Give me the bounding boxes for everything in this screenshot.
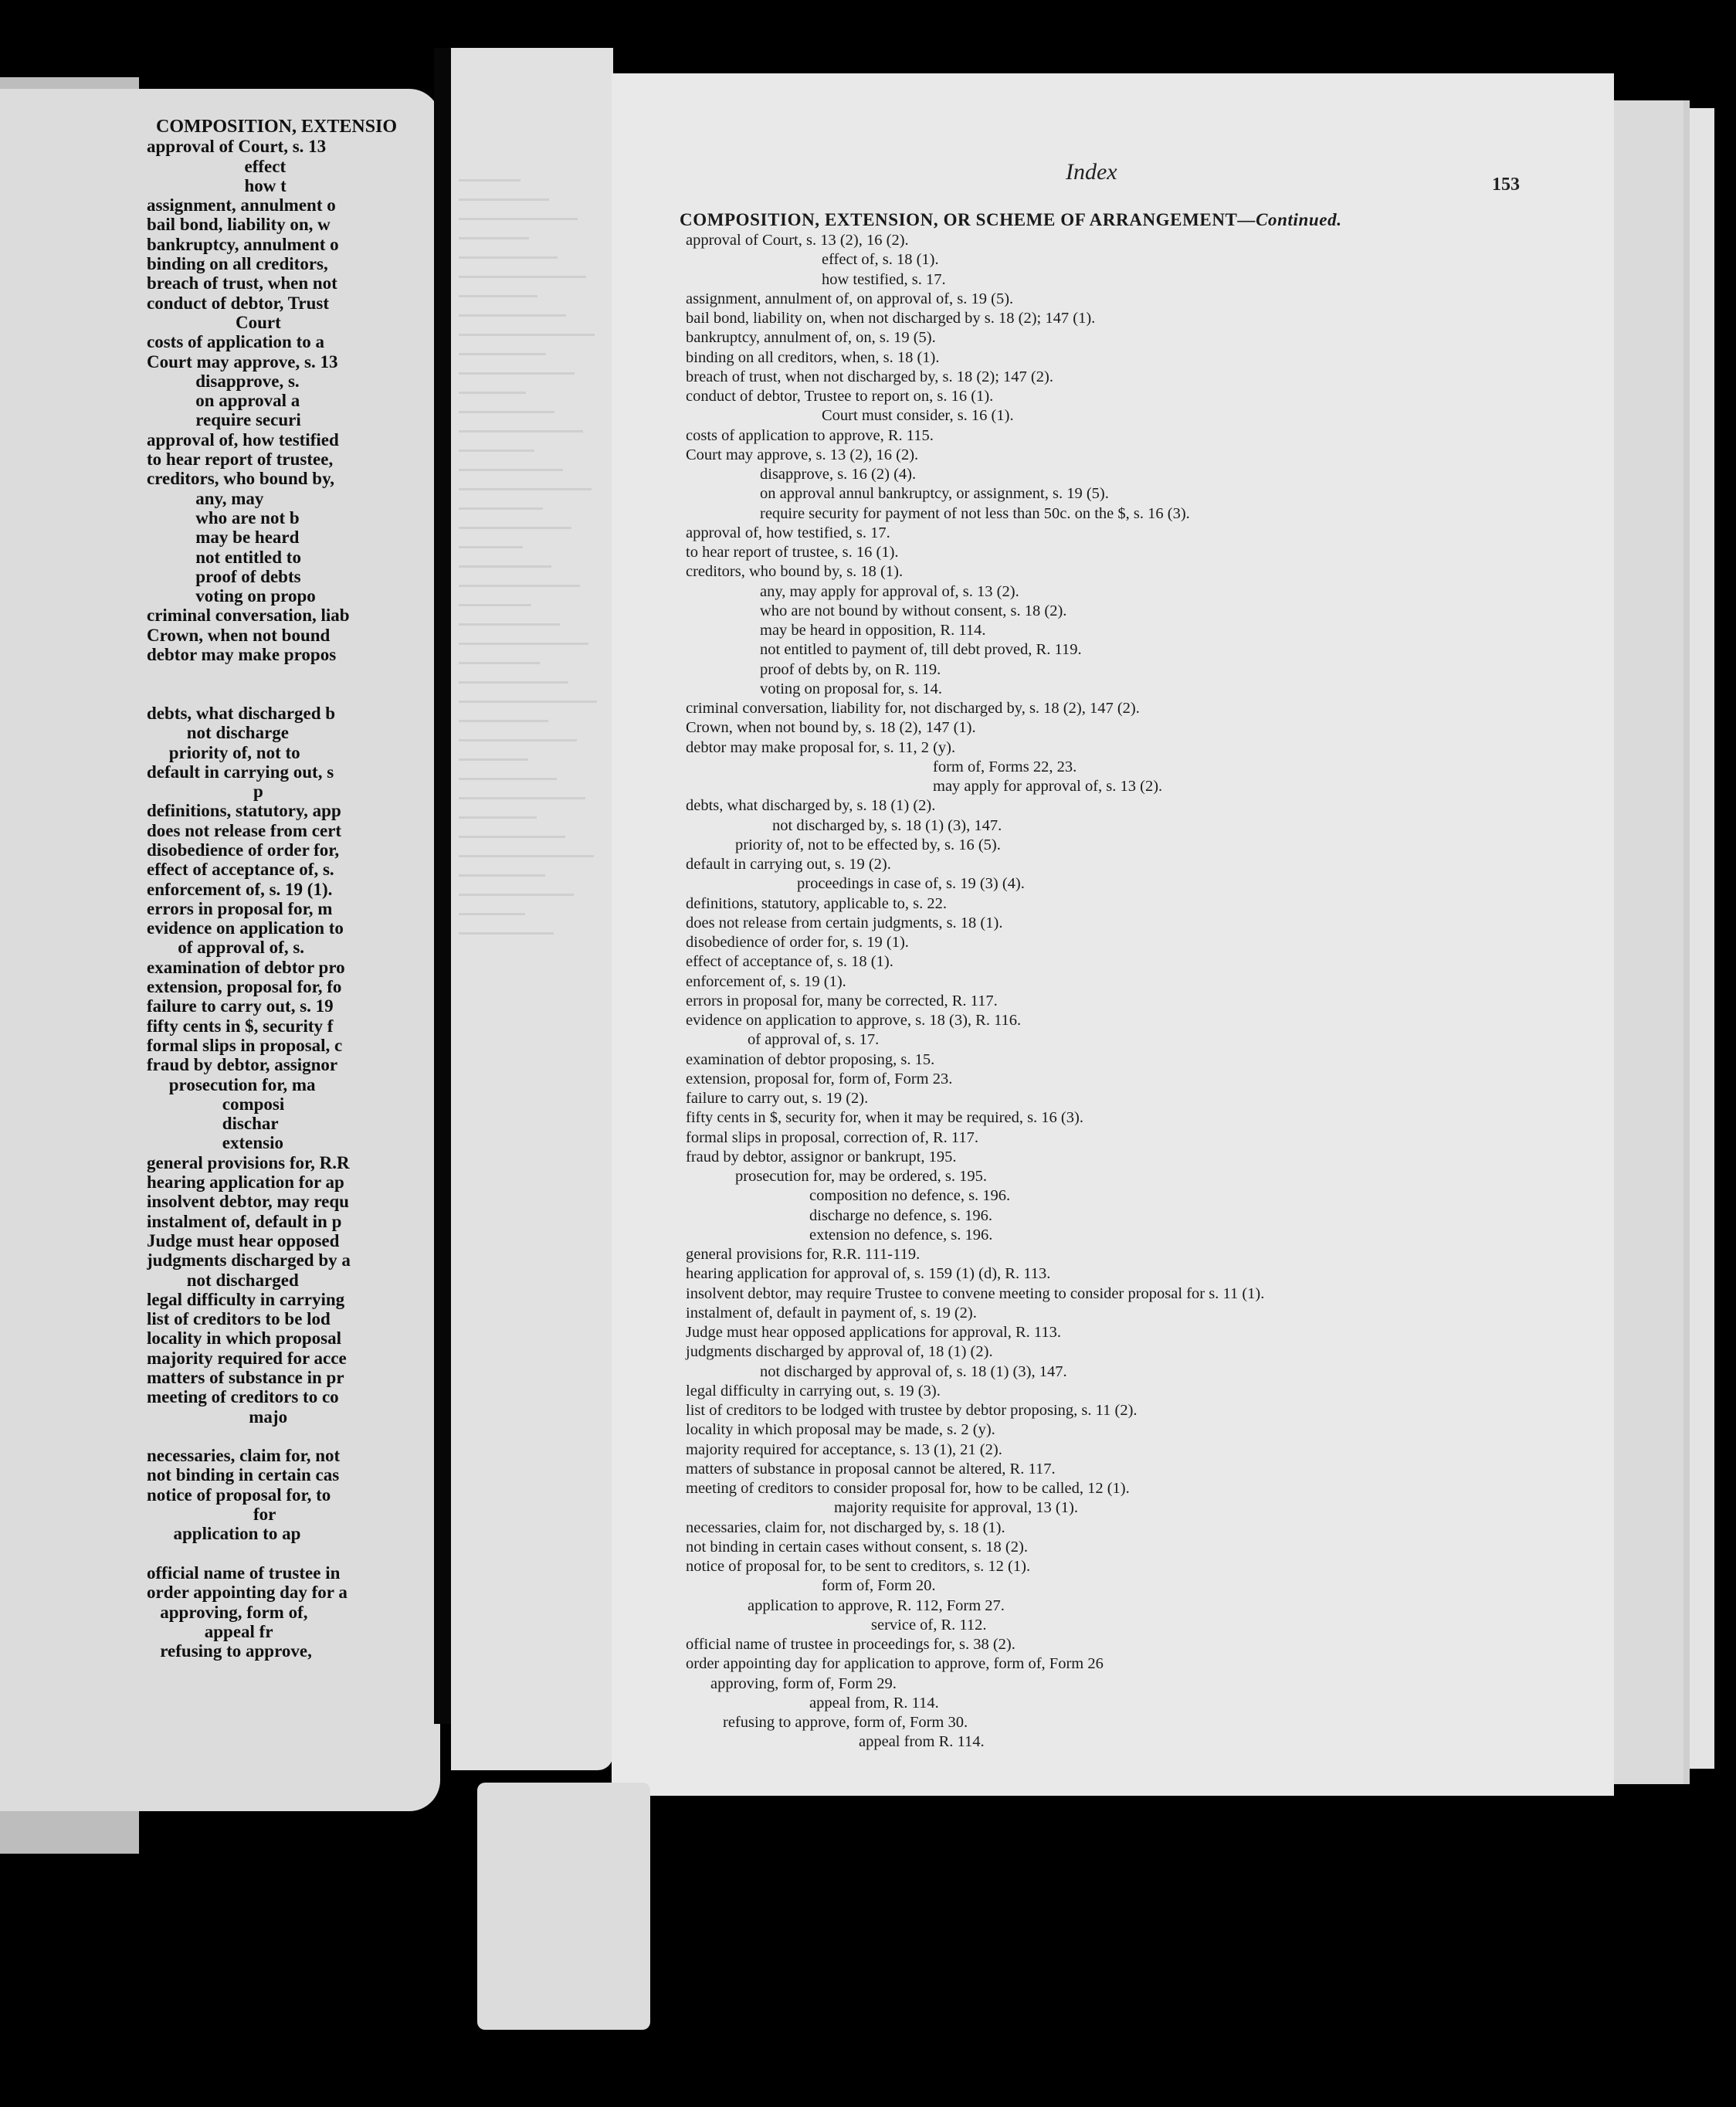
book-gutter [434, 48, 451, 1724]
left-page-line: default in carrying out, s [147, 762, 334, 782]
left-page-line: any, may [147, 488, 264, 508]
left-page-line: debtor may make propos [147, 645, 337, 665]
index-entry: extension, proposal for, form of, Form 23. [686, 1070, 953, 1087]
faint-bleedthrough-mark [459, 353, 546, 355]
left-page-line: criminal conversation, liab [147, 606, 350, 626]
left-page-line: require securi [147, 410, 301, 430]
index-entry: instalment of, default in payment of, s. 19 (2). [686, 1304, 977, 1322]
running-title: Index [1066, 159, 1117, 185]
left-page-line: priority of, not to [147, 742, 300, 762]
left-page-line: approval of, how testified [147, 429, 339, 450]
left-page-line: does not release from cert [147, 820, 342, 840]
scan-target-card [477, 1783, 650, 2030]
left-page-line: bankruptcy, annulment o [147, 234, 339, 254]
left-page-line: notice of proposal for, to [147, 1484, 331, 1505]
index-entry: breach of trust, when not discharged by, s. 18 (2); 147 (2). [686, 368, 1053, 385]
left-page-line: not binding in certain cas [147, 1465, 340, 1485]
index-entry: who are not bound by without consent, s. 18 (2). [760, 602, 1067, 619]
left-page-line: proof of debts [147, 566, 301, 586]
left-page-line [147, 684, 440, 704]
left-page-line: assignment, annulment o [147, 195, 336, 215]
index-entry: service of, R. 112. [871, 1616, 987, 1634]
faint-bleedthrough-mark [459, 855, 594, 857]
left-page-line: insolvent debtor, may requ [147, 1192, 349, 1212]
left-page-line: locality in which proposal [147, 1328, 341, 1349]
faint-bleedthrough-mark [459, 527, 571, 529]
index-entry: not entitled to payment of, till debt proved, R. 119. [760, 641, 1082, 659]
left-page-line: extensio [147, 1133, 283, 1153]
index-entry: official name of trustee in proceedings for, s. 38 (2). [686, 1636, 1015, 1653]
index-entry: to hear report of trustee, s. 16 (1). [686, 544, 899, 561]
left-page-line: refusing to approve, [147, 1641, 312, 1661]
index-entry: application to approve, R. 112, Form 27. [748, 1596, 1005, 1614]
faint-bleedthrough-mark [459, 816, 537, 819]
left-page-line [147, 664, 440, 684]
faint-bleedthrough-mark [459, 314, 566, 317]
index-entry: locality in which proposal may be made, s. 2 (y). [686, 1421, 995, 1439]
left-page-line: breach of trust, when not [147, 273, 337, 293]
left-page-line: errors in proposal for, m [147, 898, 333, 918]
left-page-line: appeal fr [147, 1621, 273, 1641]
left-page-line: Crown, when not bound [147, 625, 331, 645]
index-entry: of approval of, s. 17. [748, 1031, 880, 1049]
faint-bleedthrough-mark [459, 256, 558, 259]
index-entry: criminal conversation, liability for, not discharged by, s. 18 (2), 147 (2). [686, 700, 1140, 717]
page-number: 153 [1492, 175, 1520, 195]
faint-bleedthrough-mark [459, 507, 543, 510]
left-page-line: who are not b [147, 507, 300, 528]
index-entry: effect of acceptance of, s. 18 (1). [686, 953, 893, 971]
index-entry: bankruptcy, annulment of, on, s. 19 (5). [686, 329, 936, 347]
section-heading [680, 210, 1342, 230]
index-entry: approving, form of, Form 29. [710, 1674, 897, 1692]
left-page-line: order appointing day for a [147, 1583, 348, 1603]
index-entry: conduct of debtor, Trustee to report on, s. 16 (1). [686, 388, 994, 405]
faint-bleedthrough-mark [459, 334, 595, 336]
index-entry: creditors, who bound by, s. 18 (1). [686, 563, 904, 581]
index-entry: Court may approve, s. 13 (2), 16 (2). [686, 446, 919, 463]
faint-bleedthrough-mark [459, 894, 574, 896]
index-entry: proceedings in case of, s. 19 (3) (4). [797, 875, 1025, 893]
faint-bleedthrough-mark [459, 739, 577, 741]
index-entry: proof of debts by, on R. 119. [760, 660, 941, 678]
faint-bleedthrough-mark [459, 237, 529, 239]
left-page-line: fifty cents in $, security f [147, 1016, 334, 1036]
index-entry: assignment, annulment of, on approval of, s. 19 (5). [686, 290, 1014, 307]
index-entry: definitions, statutory, applicable to, s. 22. [686, 894, 947, 912]
left-page-line: not entitled to [147, 547, 301, 567]
left-page-line: matters of substance in pr [147, 1368, 344, 1387]
index-entry: fifty cents in $, security for, when it may be required, s. 16 (3). [686, 1109, 1083, 1127]
index-entry: evidence on application to approve, s. 18 (3), R. 116. [686, 1012, 1022, 1029]
index-entry: not discharged by approval of, s. 18 (1) (3), 147. [760, 1362, 1067, 1380]
index-entry: approval of Court, s. 13 (2), 16 (2). [686, 232, 909, 249]
faint-bleedthrough-mark [459, 604, 531, 606]
faint-bleedthrough-mark [459, 546, 523, 548]
left-page-line: may be heard [147, 528, 300, 548]
left-page-line: necessaries, claim for, not [147, 1446, 341, 1466]
index-entry: form of, Form 20. [822, 1577, 936, 1595]
left-page-line: approving, form of, [147, 1602, 308, 1622]
index-entry: on approval annul bankruptcy, or assignment, s. 19 (5). [760, 485, 1109, 503]
faint-bleedthrough-mark [459, 430, 583, 433]
index-entry: priority of, not to be effected by, s. 16 (5). [735, 836, 1001, 853]
left-page-line: p [147, 782, 263, 802]
index-entry: discharge no defence, s. 196. [809, 1206, 993, 1224]
index-entry: bail bond, liability on, when not discharged by s. 18 (2); 147 (1). [686, 310, 1096, 327]
faint-bleedthrough-mark [459, 276, 586, 278]
left-page-line: Court may approve, s. 13 [147, 351, 338, 372]
faint-bleedthrough-mark [459, 701, 597, 703]
left-page-line: enforcement of, s. 19 (1). [147, 879, 333, 899]
index-entry: insolvent debtor, may require Trustee to convene meeting to consider proposal for s. 11 (1). [686, 1284, 1265, 1302]
faint-bleedthrough-mark [459, 836, 565, 838]
heading-title: COMPOSITION, EXTENSION, OR SCHEME OF ARRANGEMENT [680, 210, 1238, 229]
left-page-text [147, 117, 440, 1724]
index-entry: general provisions for, R.R. 111-119. [686, 1246, 921, 1263]
left-page-line: application to ap [147, 1524, 301, 1544]
heading-continued: —Continued. [1237, 210, 1342, 229]
faint-bleedthrough-mark [459, 218, 578, 220]
faint-bleedthrough-mark [459, 585, 580, 587]
faint-bleedthrough-mark [459, 623, 560, 626]
left-page-line: composi [147, 1094, 285, 1114]
faint-bleedthrough-mark [459, 662, 540, 664]
index-entry: enforcement of, s. 19 (1). [686, 972, 846, 990]
left-page-line: approval of Court, s. 13 [147, 137, 327, 157]
faint-bleedthrough-mark [459, 450, 534, 452]
index-entry: composition no defence, s. 196. [809, 1187, 1011, 1205]
index-entry: effect of, s. 18 (1). [822, 251, 939, 269]
left-page-line: voting on propo [147, 586, 316, 606]
left-page-line: list of creditors to be lod [147, 1309, 331, 1329]
faint-bleedthrough-mark [459, 758, 528, 761]
faint-bleedthrough-mark [459, 372, 575, 375]
left-page-line: disapprove, s. [147, 371, 300, 391]
index-entry: Crown, when not bound by, s. 18 (2), 147 (1). [686, 719, 976, 737]
index-entry: voting on proposal for, s. 14. [760, 680, 943, 697]
index-entry: errors in proposal for, many be corrected, R. 117. [686, 992, 998, 1009]
left-page-line: hearing application for ap [147, 1172, 344, 1193]
left-page-line: of approval of, s. [147, 938, 305, 958]
left-page-line: costs of application to a [147, 332, 324, 352]
left-page-line: instalment of, default in p [147, 1211, 342, 1231]
index-entry: failure to carry out, s. 19 (2). [686, 1090, 869, 1107]
faint-bleedthrough-mark [459, 778, 557, 780]
facing-page-sliver [451, 48, 613, 1770]
index-entry: formal slips in proposal, correction of, R. 117. [686, 1128, 978, 1146]
index-entry: disapprove, s. 16 (2) (4). [760, 466, 917, 483]
left-page-line: how t [147, 175, 287, 195]
left-page-line: dischar [147, 1114, 279, 1134]
left-page-line: debts, what discharged b [147, 703, 336, 723]
left-page-line: prosecution for, ma [147, 1074, 316, 1094]
left-page-line: extension, proposal for, fo [147, 977, 342, 997]
index-entry: fraud by debtor, assignor or bankrupt, 195. [686, 1148, 957, 1165]
index-entry: default in carrying out, s. 19 (2). [686, 856, 891, 873]
left-page-line: on approval a [147, 391, 300, 411]
left-page-line: legal difficulty in carrying [147, 1289, 345, 1309]
index-entries [680, 231, 1629, 1752]
left-page-line: effect [147, 156, 287, 176]
faint-bleedthrough-mark [459, 295, 537, 297]
left-page-line: to hear report of trustee, [147, 450, 334, 470]
index-entry: hearing application for approval of, s. 159 (1) (d), R. 113. [686, 1265, 1051, 1283]
index-entry: judgments discharged by approval of, 18 (1) (2). [686, 1343, 993, 1361]
index-entry: legal difficulty in carrying out, s. 19 (3). [686, 1382, 941, 1400]
left-page-line: examination of debtor pro [147, 957, 345, 977]
faint-bleedthrough-mark [459, 488, 592, 490]
left-page-line: majority required for acce [147, 1348, 347, 1368]
left-page-line: not discharged [147, 1270, 299, 1290]
index-entry: debts, what discharged by, s. 18 (1) (2). [686, 797, 936, 815]
index-entry: require security for payment of not less than 50c. on the $, s. 16 (3). [760, 504, 1190, 522]
index-entry: approval of, how testified, s. 17. [686, 524, 890, 541]
left-page-line: disobedience of order for, [147, 840, 340, 860]
index-entry: extension no defence, s. 196. [809, 1226, 993, 1244]
left-page-line: effect of acceptance of, s. [147, 860, 334, 880]
index-entry: costs of application to approve, R. 115. [686, 426, 934, 444]
faint-bleedthrough-mark [459, 681, 568, 684]
index-entry: refusing to approve, form of, Form 30. [723, 1714, 968, 1731]
left-page-line: majo [147, 1406, 288, 1427]
left-page-heading: COMPOSITION, EXTENSIO [156, 117, 398, 137]
left-page-line [147, 1427, 440, 1446]
index-entry: any, may apply for approval of, s. 13 (2). [760, 582, 1019, 600]
left-page-line: judgments discharged by a [147, 1250, 351, 1271]
index-entry: form of, Forms 22, 23. [933, 758, 1077, 775]
faint-bleedthrough-mark [459, 913, 525, 915]
faint-bleedthrough-mark [459, 932, 554, 935]
faint-bleedthrough-mark [459, 720, 548, 722]
faint-bleedthrough-mark [459, 565, 551, 568]
left-page-line: Judge must hear opposed [147, 1230, 340, 1250]
index-entry: notice of proposal for, to be sent to creditors, s. 12 (1). [686, 1558, 1031, 1575]
index-entry: Court must consider, s. 16 (1). [822, 407, 1014, 425]
left-page-line: formal slips in proposal, c [147, 1035, 343, 1055]
faint-bleedthrough-mark [459, 411, 554, 413]
index-entry: binding on all creditors, when, s. 18 (1). [686, 348, 940, 366]
left-page-line: definitions, statutory, app [147, 801, 341, 821]
left-page-line: not discharge [147, 723, 289, 743]
index-entry: not discharged by, s. 18 (1) (3), 147. [772, 816, 1002, 834]
index-entry: may apply for approval of, s. 13 (2). [933, 778, 1163, 795]
left-page-line: general provisions for, R.R [147, 1152, 350, 1172]
left-page-line: bail bond, liability on, w [147, 215, 331, 235]
index-entry: matters of substance in proposal cannot be altered, R. 117. [686, 1460, 1056, 1478]
faint-bleedthrough-mark [459, 179, 520, 182]
index-entry: how testified, s. 17. [822, 270, 946, 288]
faint-bleedthrough-mark [459, 797, 585, 799]
faint-bleedthrough-mark [459, 469, 563, 471]
left-page-line: creditors, who bound by, [147, 469, 335, 489]
index-entry: order appointing day for application to approve, form of, Form 26 [686, 1655, 1104, 1673]
left-page-line: conduct of debtor, Trust [147, 293, 329, 313]
index-entry: not binding in certain cases without consent, s. 18 (2). [686, 1538, 1028, 1556]
left-page-line: evidence on application to [147, 918, 344, 938]
left-page-line: Court [147, 312, 281, 332]
index-entry: necessaries, claim for, not discharged by, s. 18 (1). [686, 1518, 1005, 1536]
faint-bleedthrough-mark [459, 392, 526, 394]
left-page-line: meeting of creditors to co [147, 1387, 339, 1407]
left-page-line [147, 1544, 440, 1563]
index-entry: majority requisite for approval, 13 (1). [834, 1499, 1078, 1517]
index-entry: prosecution for, may be ordered, s. 195. [735, 1168, 987, 1185]
index-entry: debtor may make proposal for, s. 11, 2 (y). [686, 738, 956, 756]
faint-bleedthrough-mark [459, 198, 549, 201]
index-entry: does not release from certain judgments, s. 18 (1). [686, 914, 1003, 931]
index-entry: list of creditors to be lodged with trustee by debtor proposing, s. 11 (2). [686, 1402, 1138, 1419]
left-page-line: official name of trustee in [147, 1562, 341, 1583]
index-entry: appeal from R. 114. [859, 1733, 985, 1751]
left-page-line: for [147, 1505, 276, 1525]
left-page-lines [147, 137, 440, 1661]
faint-bleedthrough-mark [459, 874, 545, 877]
left-page-line: binding on all creditors, [147, 254, 328, 274]
index-entry: examination of debtor proposing, s. 15. [686, 1050, 935, 1068]
index-entry: majority required for acceptance, s. 13 (1), 21 (2). [686, 1440, 1002, 1458]
index-entry: disobedience of order for, s. 19 (1). [686, 934, 909, 951]
index-entry: Judge must hear opposed applications for approval, R. 113. [686, 1324, 1062, 1341]
left-page-line: failure to carry out, s. 19 [147, 996, 334, 1016]
faint-bleedthrough-mark [459, 643, 588, 645]
left-page-line: fraud by debtor, assignor [147, 1055, 338, 1075]
index-entry: appeal from, R. 114. [809, 1694, 939, 1712]
index-entry: may be heard in opposition, R. 114. [760, 622, 986, 639]
index-entry: meeting of creditors to consider proposal for, how to be called, 12 (1). [686, 1480, 1130, 1497]
